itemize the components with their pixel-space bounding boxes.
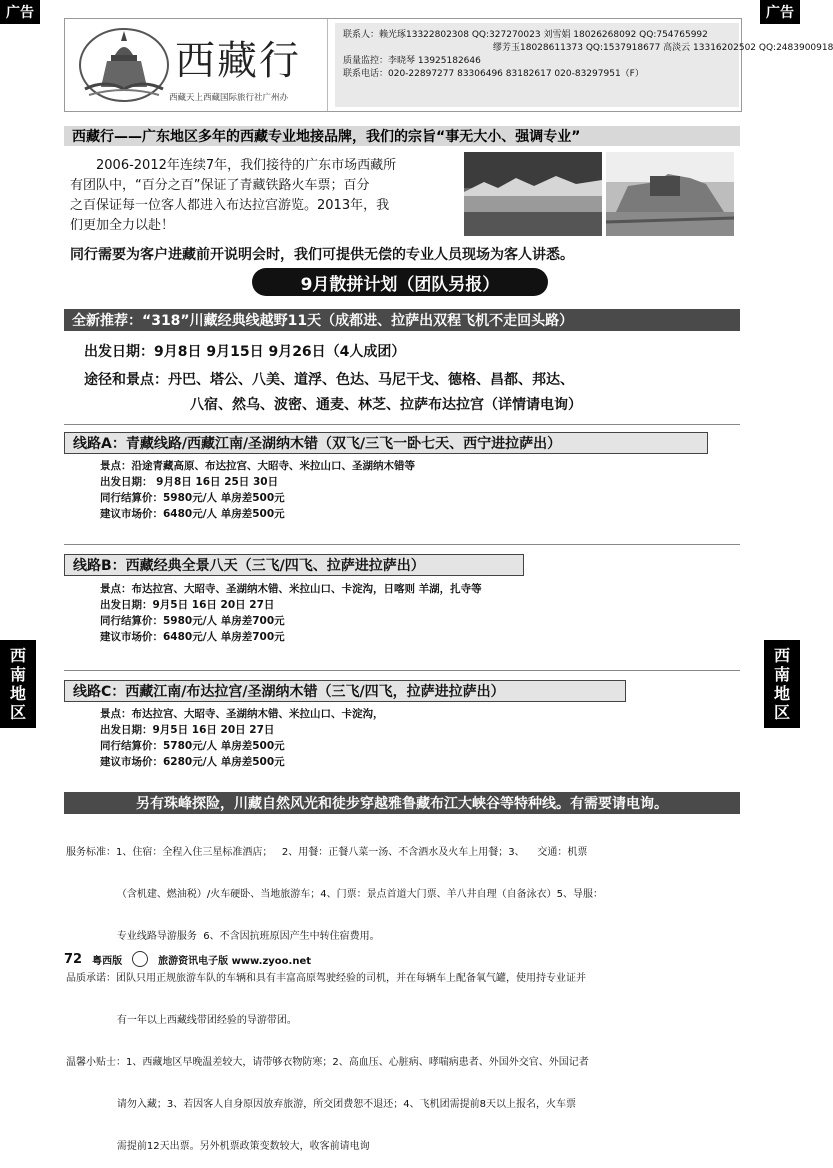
route-b-body — [100, 581, 482, 645]
route-a-divider — [64, 424, 740, 425]
intro-line-2: 有团队中，“百分之百”保证了青藏铁路火车票；百分 — [70, 178, 370, 193]
side-label-char: 西 — [773, 646, 790, 665]
side-label-char: 西 — [9, 646, 26, 665]
footer-site: 旅游资讯电子版 www.zyoo.net — [158, 955, 312, 967]
recommend-spots-2: 八宿、然乌、波密、通麦、林芝、拉萨布达拉宫（详情请电询） — [190, 397, 582, 413]
side-label-char: 区 — [773, 703, 790, 722]
notes-line-8: 需提前12天出票。另外机票政策变数较大，收客前请电询 — [66, 1141, 370, 1152]
route-c-dates: 出发日期：9月5日 16日 20日 27日 — [100, 724, 275, 736]
contact-row-3: 质量监控：李晓琴 13925182646 — [343, 56, 481, 66]
potala-stupa-logo-icon — [75, 25, 173, 105]
intro-line-1: 2006-2012年连续7年，我们接待的广东市场西藏所 — [96, 158, 397, 173]
recommend-dates: 出发日期：9月8日 9月15日 9月26日（4人成团） — [84, 344, 406, 360]
intro-line-4: 们更加全力以赴！ — [70, 218, 175, 233]
side-label-right — [764, 640, 800, 728]
side-label-char: 南 — [9, 665, 26, 684]
footer-brand: 粤西版 — [92, 955, 123, 967]
route-c-trade-price: 同行结算价：5780元/人 单房差500元 — [100, 740, 285, 752]
route-a-market-price: 建议市场价：6480元/人 单房差500元 — [100, 508, 285, 520]
route-b-trade-price: 同行结算价：5980元/人 单房差700元 — [100, 615, 285, 627]
route-b-dates: 出发日期：9月5日 16日 20日 27日 — [100, 599, 275, 611]
route-c-title: 线路C：西藏江南/布达拉宫/圣湖纳木错（三飞/四飞，拉萨进拉萨出） — [64, 680, 626, 702]
notes-line-3: 专业线路导游服务 6、不含因抗班原因产生中转住宿费用。 — [66, 931, 380, 942]
route-a-title: 线路A：青藏线路/西藏江南/圣湖纳木错（双飞/三飞一卧七天、西宁进拉萨出） — [64, 432, 708, 454]
notes-line-5: 有一年以上西藏线带团经验的导游带团。 — [66, 1015, 297, 1026]
logo-area — [65, 19, 328, 111]
ad-tag-left: 广告 — [0, 0, 40, 24]
notes-line-4: 品质承诺：团队只用正规旅游车队的车辆和具有丰富高原驾驶经验的司机，并在每辆车上配备氧气罐，使用持专业证并 — [66, 973, 586, 984]
side-label-char: 区 — [9, 703, 26, 722]
route-c-body — [100, 706, 384, 770]
route-b-market-price: 建议市场价：6480元/人 单房差700元 — [100, 631, 285, 643]
route-a-spots: 景点：沿途青藏高原、布达拉宫、大昭寺、米拉山口、圣湖纳木错等 — [100, 460, 415, 472]
logo-subtitle: 西藏天上西藏国际旅行社广州办 — [169, 93, 289, 103]
route-c-divider — [64, 670, 740, 671]
notes-section — [66, 818, 746, 1168]
logo-title: 西藏行 — [175, 38, 301, 84]
briefing-text: 同行需要为客户进藏前开说明会时，我们可提供无偿的专业人员现场为客人讲悉。 — [70, 247, 574, 263]
page-number: 72 — [64, 951, 83, 967]
route-c-market-price: 建议市场价：6280元/人 单房差500元 — [100, 756, 285, 768]
contact-row-2: 缪芳玉18028611373 QQ:1537918677 高淡云 13316202502 QQ:2483900918 — [493, 43, 833, 53]
route-a-body — [100, 458, 415, 522]
intro-line-3: 之百保证每一位客人都进入布达拉宫游览。2013年，我 — [70, 198, 390, 213]
side-label-char: 地 — [9, 684, 26, 703]
site-logo-icon — [132, 951, 148, 967]
special-lines-bar: 另有珠峰探险，川藏自然风光和徒步穿越雅鲁藏布江大峡谷等特种线。有需要请电询。 — [64, 792, 740, 814]
recommend-spots-1: 途径和景点：丹巴、塔公、八美、道浮、色达、马尼干戈、德格、昌都、邦达、 — [84, 372, 574, 388]
ad-tag-right: 广告 — [760, 0, 800, 24]
notes-line-2: （含机建、燃油税）/火车硬卧、当地旅游车；4、门票：景点首道大门票、羊八井自理（自备泳衣）5、导服： — [66, 889, 603, 900]
route-b-spots: 景点：布达拉宫、大昭寺、圣湖纳木错、米拉山口、卡淀沟，日喀则 羊湖，扎寺等 — [100, 583, 482, 595]
side-label-left — [0, 640, 36, 728]
slogan-bar: 西藏行——广东地区多年的西藏专业地接品牌，我们的宗旨“事无大小、强调专业” — [64, 126, 740, 146]
footer — [64, 951, 311, 967]
route-b-divider — [64, 544, 740, 545]
side-label-char: 地 — [773, 684, 790, 703]
contact-row-4: 联系电话：020-22897277 83306496 83182617 020-83297951（F） — [343, 69, 644, 79]
photo-lake — [464, 152, 602, 236]
route-a-trade-price: 同行结算价：5980元/人 单房差500元 — [100, 492, 285, 504]
photo-potala — [606, 152, 734, 236]
route-c-spots: 景点：布达拉宫、大昭寺、圣湖纳木错、米拉山口、卡淀沟， — [100, 708, 384, 720]
notes-line-1: 服务标准：1、住宿：全程入住三星标准酒店； 2、用餐：正餐八菜一汤、不含酒水及火车上用餐；3、 交通：机票 — [66, 847, 588, 858]
intro-text — [70, 156, 460, 236]
contact-row-1: 联系人：赖光琢13322802308 QQ:327270023 刘雪娟 18026268092 QQ:754765992 — [343, 30, 708, 40]
route-a-dates: 出发日期： 9月8日 16日 25日 30日 — [100, 476, 279, 488]
side-label-char: 南 — [773, 665, 790, 684]
notes-line-6: 温馨小贴士：1、西藏地区早晚温差较大，请带够衣物防寒；2、高血压、心脏病、哮喘病患者、外国外交官、外国记者 — [66, 1057, 589, 1068]
contact-panel — [335, 23, 833, 107]
plan-title: 9月散拼计划（团队另报） — [252, 268, 548, 296]
recommend-title-bar: 全新推荐：“318”川藏经典线越野11天（成都进、拉萨出双程飞机不走回头路） — [64, 309, 740, 331]
route-b-title: 线路B：西藏经典全景八天（三飞/四飞、拉萨进拉萨出） — [64, 554, 524, 576]
header-box — [64, 18, 833, 112]
notes-line-7: 请勿入藏；3、若因客人自身原因放弃旅游，所交团费恕不退还；4、飞机团需提前8天以上报名，火车票 — [66, 1099, 576, 1110]
